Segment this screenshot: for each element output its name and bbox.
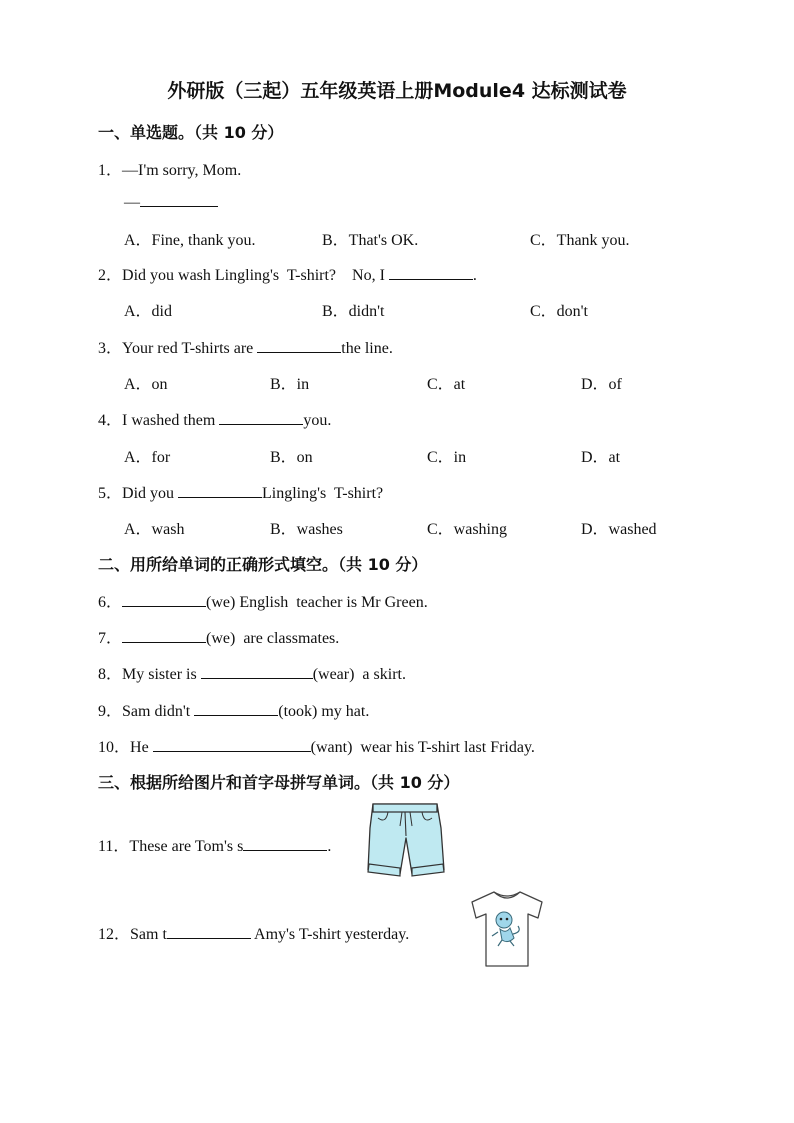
question-text: Sam didn't: [122, 703, 195, 720]
answer-blank[interactable]: [194, 701, 278, 716]
question-number: 7．: [98, 630, 123, 647]
page-title: 外研版（三起）五年级英语上册Module4 达标测试卷: [167, 80, 627, 102]
question-text-end: (we) are classmates.: [206, 630, 340, 647]
q4-option-a[interactable]: A．for: [124, 449, 171, 466]
q4-option-d[interactable]: D．at: [581, 449, 621, 466]
shorts-image: [364, 800, 446, 882]
q5-option-c[interactable]: C．washing: [427, 521, 508, 538]
question-3: [98, 335, 393, 358]
question-6: [98, 589, 428, 612]
q4-option-c[interactable]: C．in: [427, 449, 467, 466]
question-1: [98, 157, 241, 180]
question-number: 8．: [98, 666, 123, 683]
q3-option-a[interactable]: A．on: [124, 376, 168, 393]
answer-blank[interactable]: [178, 483, 262, 498]
question-5: [98, 480, 383, 503]
question-10: [98, 734, 535, 757]
q1-option-c[interactable]: C．Thank you.: [530, 232, 630, 249]
question-4: [98, 407, 331, 430]
q1-option-b[interactable]: B．That's OK.: [322, 232, 419, 249]
q4-option-b[interactable]: B．on: [270, 449, 313, 466]
question-9: [98, 698, 369, 721]
section-heading-1: 一、单选题。（共 10 分）: [98, 123, 284, 142]
question-text-end: .: [327, 838, 332, 855]
question-text-end: .: [472, 267, 477, 284]
answer-blank[interactable]: [201, 664, 313, 679]
q5-option-a[interactable]: A．wash: [124, 521, 185, 538]
q3-option-d[interactable]: D．of: [581, 376, 622, 393]
q1-option-a[interactable]: A．Fine, thank you.: [124, 232, 256, 249]
q5-option-d[interactable]: D．washed: [581, 521, 657, 538]
question-11: [98, 833, 331, 856]
q2-option-a[interactable]: A．did: [124, 303, 173, 320]
question-text: Sam t: [130, 926, 167, 943]
answer-blank[interactable]: [122, 628, 206, 643]
question-text: Did you wash Lingling's T-shirt? No, I: [122, 267, 389, 284]
answer-blank[interactable]: [219, 410, 303, 425]
question-text-end: (want) wear his T-shirt last Friday.: [310, 739, 535, 756]
q5-option-b[interactable]: B．washes: [270, 521, 343, 538]
tshirt-image: [466, 888, 548, 970]
question-text-end: Amy's T-shirt yesterday.: [250, 926, 410, 943]
question-text-end: Lingling's T-shirt?: [262, 485, 384, 502]
question-text: I washed them: [122, 412, 220, 429]
question-number: 11．: [98, 838, 130, 855]
answer-blank[interactable]: [167, 924, 251, 939]
q2-option-b[interactable]: B．didn't: [322, 303, 385, 320]
q3-option-c[interactable]: C．at: [427, 376, 466, 393]
question-text-end: (we) English teacher is Mr Green.: [206, 594, 428, 611]
question-number: 10．: [98, 739, 131, 756]
question-number: 9．: [98, 703, 123, 720]
question-text-end: the line.: [341, 340, 393, 357]
question-text: He: [130, 739, 153, 756]
question-text-end: (wear) a skirt.: [312, 666, 406, 683]
question-number: 3．: [98, 340, 123, 357]
question-text-end: you.: [303, 412, 332, 429]
question-text: These are Tom's s: [129, 838, 244, 855]
dash: —: [124, 194, 140, 211]
question-2: [98, 262, 477, 285]
question-number: 6．: [98, 594, 123, 611]
answer-blank[interactable]: [243, 836, 327, 851]
answer-blank[interactable]: [122, 592, 206, 607]
question-text: Did you: [122, 485, 179, 502]
question-number: 1．: [98, 162, 123, 179]
question-text: Your red T-shirts are: [122, 340, 258, 357]
question-number: 2．: [98, 267, 123, 284]
question-text: —I'm sorry, Mom.: [122, 162, 242, 179]
section-heading-2: 二、用所给单词的正确形式填空。（共 10 分）: [98, 555, 428, 574]
answer-blank[interactable]: [389, 265, 473, 280]
question-12: [98, 921, 409, 944]
question-number: 12．: [98, 926, 131, 943]
question-number: 4．: [98, 412, 123, 429]
section-heading-3: 三、根据所给图片和首字母拼写单词。（共 10 分）: [98, 773, 460, 792]
question-8: [98, 661, 406, 684]
q2-option-c[interactable]: C．don't: [530, 303, 589, 320]
answer-blank[interactable]: [140, 192, 218, 207]
answer-blank[interactable]: [153, 737, 311, 752]
question-number: 5．: [98, 485, 123, 502]
q3-option-b[interactable]: B．in: [270, 376, 310, 393]
question-7: [98, 625, 339, 648]
question-text: My sister is: [122, 666, 201, 683]
question-text-end: (took) my hat.: [278, 703, 370, 720]
question-1-answer-line: [124, 192, 218, 212]
answer-blank[interactable]: [257, 338, 341, 353]
